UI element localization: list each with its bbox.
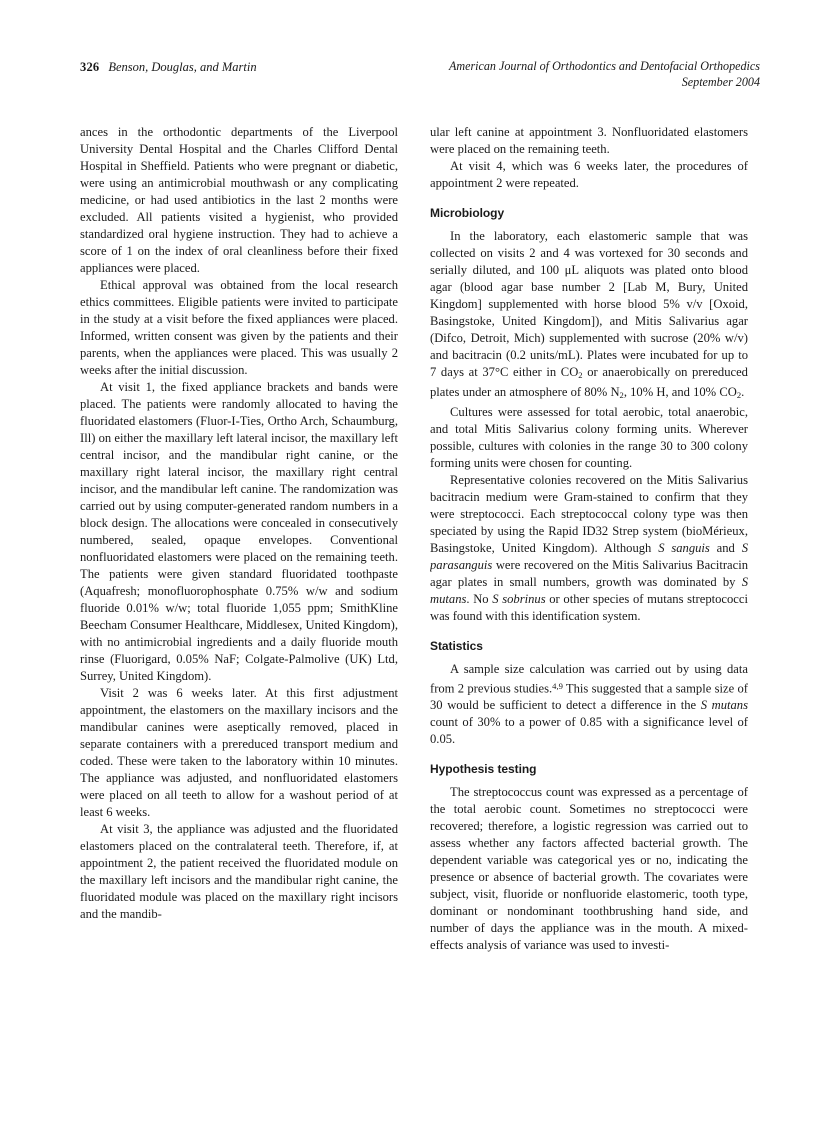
section-heading-microbiology: Microbiology <box>430 206 505 220</box>
running-head-left <box>80 58 257 76</box>
paragraph-representative-colonies: Representative colonies recovered on the Mitis Salivarius bacitracin medium were Gram-stained to confirm that they were streptococci. Each streptococcal colony type was then speciated by using the Rapid ID32 Strep system (bioMérieux, Basingstoke, United Kingdom). Although S sanguis and S parasanguis were recovered on the Mitis Salivarius Bacitracin agar plates in small numbers, growth was dominated by S mutans. No S sobrinus or other species of mutans streptococci was found with this identification system. <box>430 472 748 623</box>
journal-title: American Journal of Orthodontics and Dentofacial Orthopedics <box>448 59 760 73</box>
column-left <box>80 124 398 1084</box>
section-heading-statistics: Statistics <box>430 638 483 653</box>
paragraph-laboratory-methods: In the laboratory, each elastomeric sample that was collected on visits 2 and 4 was vortexed for 30 seconds and serially diluted, and 100 μL aliquots was plated onto blood agar (blood agar base number 2 [Lab M, Bury, United Kingdom] supplemented with horse blood 5% v/v [Oxoid, Basingstoke, United Kingdom]), and Mitis Salivarius agar (Difco, Detroit, Mich) supplemented with sucrose (20% w/v) and bacitracin (0.2 units/mL). Plates were incubated for up to 7 days at 37°C either in $CO_2$ or anaerobically on prereduced plates under an atmosphere of 80% $N_2$, 10% H, and 10% $CO_2$. <box>430 229 748 400</box>
paragraph-ethical-approval: Ethical approval was obtained from the local research ethics committees. Eligible patients were invited to participate in the study at a visit before the fixed appliances were placed. Informed, written consent was given by the patients and their parents, when the appliances were placed. This was usually 2 weeks after the initial discussion. <box>80 278 398 377</box>
paragraph-streptococcus-count: The streptococcus count was expressed as a percentage of the total aerobic count. Sometimes no streptococci were recovered; therefore, a logistic regression was carried out to assess whether any factors affected bacterial growth. The dependent variable was categorical yes or no, indicating the presence or absence of bacterial growth. The covariates were subject, visit, fluoride or nonfluoride elastomeric, tooth type, dominant or nondominant toothbrushing hand side, and number of days the appliance was in the mouth. A mixed-effects analysis of variance was used to investi- <box>430 785 748 953</box>
running-head-authors: Benson, Douglas, and Martin <box>108 60 257 74</box>
paragraph-sample-size: A sample size calculation was carried out by using data from 2 previous studies.$^{4,9}$ This suggested that a sample size of 30 would be sufficient to detect a difference in the S mutans count of 30% to a power of 0.85 with a significance level of 0.05. <box>430 661 748 747</box>
section-heading-hypothesis-testing: Hypothesis testing <box>430 762 537 777</box>
running-head-right <box>449 58 760 90</box>
column-right <box>430 124 748 1084</box>
paragraph-visit-3-continued: ular left canine at appointment 3. Nonfluoridated elastomers were placed on the remaining teeth. <box>430 125 748 156</box>
paragraph-cultures-assessed: Cultures were assessed for total aerobic, total anaerobic, and total Mitis Salivarius colony forming units. Wherever possible, cultures with colonies in the range 30 to 300 colony forming units were chosen for counting. <box>430 404 748 470</box>
paragraph-visit-1: At visit 1, the fixed appliance brackets and bands were placed. The patients were randomly allocated to having the fluoridated elastomers (Fluor-I-Ties, Ortho Arch, Schaumburg, Ill) on either the maxillary left lateral incisor, the maxillary left central incisor, and the mandibular right canine, or the maxillary right lateral incisor, the maxillary right central incisor, and the mandibular left canine. The randomization was carried out by using computer-generated random numbers in a block design. The allocations were concealed in consecutively numbered, sealed, opaque envelopes. Conventional nonfluoridated elastomers were placed on the remaining teeth. The patients were given standard fluoridated toothpaste (Aquafresh; monofluorophosphate 0.75% w/w and sodium fluoride 0.01% w/w; total fluoride 1,055 ppm; SmithKline Beecham Consumer Healthcare, Middlesex, United Kingdom), with no antimicrobial ingredients and a daily fluoride mouth rinse (Fluorigard, 0.05% NaF; Colgate-Palmolive (UK) Ltd, Surrey, United Kingdom). <box>80 380 398 683</box>
running-head <box>80 58 760 100</box>
paragraph-setting-continued: ances in the orthodontic departments of the Liverpool University Dental Hospital and the Charles Clifford Dental Hospital in Sheffield. Patients who were pregnant or diabetic, were using an antimicrobial mouthwash or any complicating medicine, or had used antibiotics in the last 2 months were excluded. All patients visited a hygienist, who provided standardized oral hygiene instruction. They had to achieve a score of 1 on the index of oral cleanliness before their fixed appliances were placed. <box>80 125 398 275</box>
paragraph-visit-2: Visit 2 was 6 weeks later. At this first adjustment appointment, the elastomers on the maxillary incisors and the mandibular canines were aseptically removed, placed in separate containers with a prereduced transport medium and coded. These were taken to the laboratory within 10 minutes. The appliance was adjusted, and nonfluoridated elastomers were placed on all teeth to allow for a washout period of at least 6 weeks. <box>80 686 398 819</box>
two-column-body <box>80 124 760 1084</box>
issue-date: September 2004 <box>681 75 760 89</box>
paragraph-visit-3: At visit 3, the appliance was adjusted and the fluoridated elastomers placed on the contralateral teeth. Therefore, if, at appointment 2, the patient received the fluoridated module on the maxillary left incisors and the mandibular right canine, the fluoridated module was placed on the maxillary right incisors and the mandib- <box>80 822 398 921</box>
page-number: 326 <box>80 60 100 74</box>
paragraph-visit-4: At visit 4, which was 6 weeks later, the procedures of appointment 2 were repeated. <box>430 159 748 190</box>
